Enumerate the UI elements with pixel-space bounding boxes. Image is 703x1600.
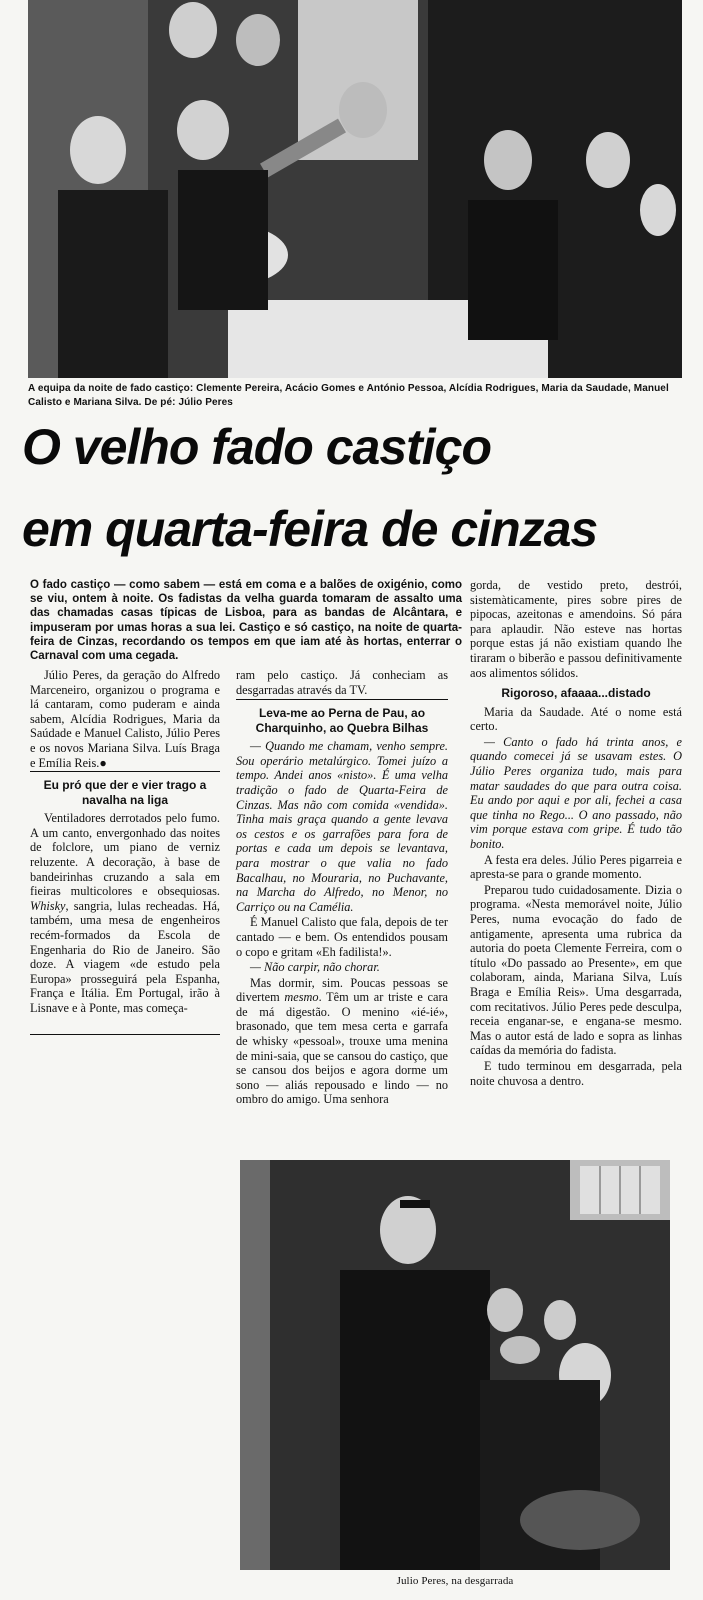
col3-paragraph: Preparou tudo cuidadosamente. Dizia o programa. «Nesta memorável noite, Júlio Peres, numa evocação do fado de antigamente, apresenta uma rubrica da autoria do poeta Clemente Ferreira, com o título «Do passado ao Presente», em que colaboram, ainda, Mariana Silva, Luís Braga e Emília Reis». Uma desgarrada, com recitativos. Júlio Peres pede desculpa, receia enganar-se, e engana-se mesmo. Mas o autor está de lado e sopra as linhas caídas da memória do fadista.: [470, 882, 682, 1058]
col3-quote: — Canto o fado há trinta anos, e quando comecei já se usavam estes. O Júlio Peres organiza tudo, mais para matar saudades do que para outra coisa. Eu ando por aqui e por ali, fechei a casa que tinha no Rego... O ano passado, não vim porque estava com gripe. É tudo tão bonito.: [470, 734, 682, 851]
col2-subhead: Leva-me ao Perna de Pau, ao Charquinho, ao Quebra Bilhas: [255, 706, 429, 735]
headline-line-1: O velho fado castiço: [22, 419, 492, 475]
bottom-photo-caption: Julio Peres, na desgarrada: [396, 1575, 514, 1587]
lead-text: O fado castiço — como sabem — está em coma e a balões de oxigénio, como se viu, ontem à noite. Os fadistas da velha guarda tomaram de assalto uma das chamadas casas típicas de Lisboa, para as bandas de Alcântara, e impuseram por umas horas a sua lei. Castiço e só castiço, na noite de quarta-feira de Cinzas, recordando os tempos em que iam até às hortas, enterrar o Carnaval com uma cegada.: [30, 579, 462, 663]
col3-paragraph: E tudo terminou em desgarrada, pela noite chuvosa a dentro.: [470, 1058, 682, 1088]
top-photo: [28, 0, 682, 378]
lead-paragraph: [30, 578, 462, 663]
col1-paragraph: Ventiladores derrotados pelo fumo. A um canto, envergonhado das noites de folclore, um piano de verniz reluzente. A decoração, à base de bandeirinhas cruzando a sala em fieiras multicolores e obsequiosas. Whisky, sangria, lulas recheadas. Há, também, uma mesa de engenheiros recém-formados da Escola de Engenharia do Rio de Janeiro. São doze. A viagem «de estudo pela Europa» prosseguirá pela Espanha, França e Itália. Em Portugal, irão à Lisnave e à Ponte, mas começa-: [30, 811, 220, 1015]
col3-paragraph: gorda, de vestido preto, destrói, sistemàticamente, pires sobre pires de pipocas, azeitonas e amendoins. Só pára para aplaudir. Não esteve nas hortas porque estas já não existiam quando lhe tiraram o biberão e passou definitivamente aos alimentos sólidos.: [470, 578, 682, 680]
col1-subhead: Eu pró que der e vier trago a navalha na liga: [43, 778, 207, 807]
col2-quote: — Não carpir, não chorar.: [250, 960, 380, 975]
column-3: [470, 578, 682, 1089]
col3-paragraph: A festa era deles. Júlio Peres pigarreia e apresta-se para o grande momento.: [470, 852, 682, 882]
col2-paragraph: Mas dormir, sim. Poucas pessoas se divertem mesmo. Têm um ar triste e cara de má digestão. O menino «ié-ié», brasonado, que tem mesa certa e garrafa de whisky «pessoal», trouxe uma menina de mini-saia, que se cansou do castiço, que se cansou dos beijos e agora dorme um sono — aliás repousado e lindo — no ombro do amigo. Uma senhora: [236, 975, 448, 1107]
top-photo-caption: A equipa da noite de fado castiço: Clemente Pereira, Acácio Gomes e António Pessoa, Alcídia Rodrigues, Maria da Saudade, Manuel Calisto e Mariana Silva. De pé: Júlio Peres: [28, 383, 669, 408]
col1-rule: [30, 771, 220, 772]
col2-paragraph: É Manuel Calisto que fala, depois de ter cantado — e bem. Os entendidos pousam o copo e gritam «Eh fadilista!».: [236, 915, 448, 959]
col2-rule: [236, 699, 448, 700]
col3-subhead: Rigoroso, afaaaa...distado: [501, 686, 651, 701]
col2-quote: — Quando me chamam, venho sempre. Sou operário metalúrgico. Tomei juízo a tempo. Andei anos «nisto». É uma velha tradição o fado de Quarta-Feira de Cinzas. Mas não com comida «vendida». Tinha mais graça quando a gente levava os cestos e os garrafões para fora de portas e cada um depois se levantava, para mostrar o que valia no fado Bacalhau, no Mouraria, no Puchavante, na Marcha do Alfredo, no Menor, no Carriço ou na Camélia.: [236, 739, 448, 914]
col1-paragraph: Júlio Peres, da geração do Alfredo Marceneiro, organizou o programa e lá cantaram, como puderam e ainda sabem, Alcídia Rodrigues, Maria da Saúdade e Manuel Calisto, Júlio Peres e os novos Mariana Silva. Luís Braga e Emília Reis.●: [30, 668, 220, 770]
column-1-bottom-rule: [30, 1034, 220, 1035]
headline-line-2: em quarta-feira de cinzas: [22, 501, 598, 557]
bottom-photo: [240, 1160, 670, 1570]
column-2: [236, 668, 448, 1108]
col2-paragraph: ram pelo castiço. Já conheciam as desgarradas através da TV.: [236, 668, 448, 697]
column-1: [30, 668, 220, 1016]
col3-paragraph: Maria da Saudade. Até o nome está certo.: [470, 704, 682, 734]
